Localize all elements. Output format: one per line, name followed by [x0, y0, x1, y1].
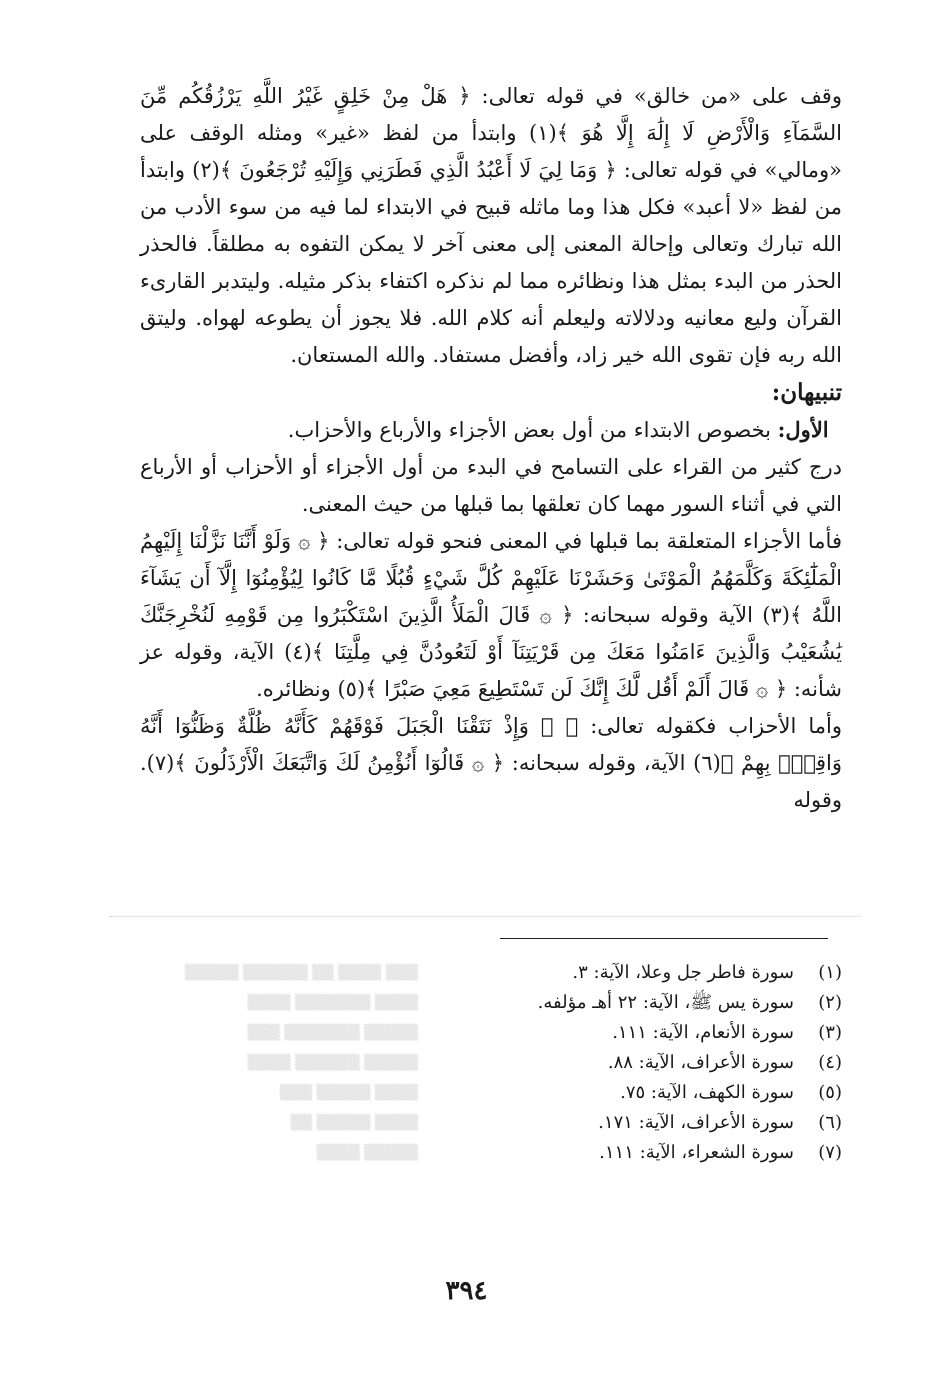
- footnotes: [440, 958, 842, 1168]
- footnote-text: سورة يس ﷺ، الآية: ٢٢ أهـ مؤلفه.: [537, 992, 794, 1013]
- footnote-number: (٧): [818, 1142, 842, 1163]
- bleed-through-text: ▒▒▒ ▒▒▒▒ ▒▒ ▒▒▒▒▒▒ ▒▒▒▒▒ ▒▒▒▒ ▒▒▒▒▒▒▒ ▒▒▒▒ ▒▒▒▒▒ ▒▒▒▒▒▒▒ ▒▒▒ ▒▒▒▒▒ ▒▒▒▒▒▒ ▒▒▒▒ ▒▒▒▒ ▒▒▒▒▒ ▒▒▒ ▒▒▒▒ ▒▒▒▒▒ ▒▒ ▒▒▒▒▒ ▒▒▒▒: [184, 965, 418, 1161]
- footnote-item: [440, 1108, 842, 1138]
- footnote-number: (٥): [818, 1082, 842, 1103]
- paragraph-2-lead: الأول:: [777, 417, 829, 442]
- footnote-text: سورة الشعراء، الآية: ١١١.: [599, 1142, 794, 1163]
- footnote-item: [440, 958, 842, 988]
- footnote-number: (٣): [818, 1022, 842, 1043]
- footnote-item: [440, 1138, 842, 1168]
- page-number: ٣٩٤: [445, 1276, 488, 1306]
- footnote-item: [440, 988, 842, 1018]
- paragraph-4: فأما الأجزاء المتعلقة بما قبلها في المعنى فنحو قوله تعالى: ﴿ ۞ وَلَوْ أَنَّنَا نَزَّلْنَا إِلَيْهِمُ الْمَلَٰٓئِكَةَ وَكَلَّمَهُمُ الْمَوْتَىٰ وَحَشَرْنَا عَلَيْهِمْ كُلَّ شَيْءٍ قُبُلًا مَّا كَانُوا لِيُؤْمِنُوٓا إِلَّآ أَن يَشَآءَ اللَّهُ ﴾(٣) الآية وقوله سبحانه: ﴿ ۞ قَالَ الْمَلَأُ الَّذِينَ اسْتَكْبَرُوا مِن قَوْمِهِ لَنُخْرِجَنَّكَ يَٰشُعَيْبُ وَالَّذِينَ ءَامَنُوا مَعَكَ مِن قَرْيَتِنَآ أَوْ لَتَعُودُنَّ فِي مِلَّتِنَا ﴾(٤) الآية، وقوله عز شأنه: ﴿ ۞ قَالَ أَلَمْ أَقُل لَّكَ إِنَّكَ لَن تَسْتَطِيعَ مَعِيَ صَبْرًا ﴾(٥) ونظائره.: [140, 529, 843, 701]
- bleed-through-rule: [110, 916, 860, 917]
- footnote-number: (١): [818, 962, 842, 983]
- paragraph-2: [140, 411, 842, 449]
- paragraph-1: وقف على «من خالق» في قوله تعالى: ﴿ هَلْ مِنْ خَلِقٍ غَيْرُ اللَّهِ يَرْزُقُكُم مِّنَ السَّمَآءِ وَالْأَرْضِ لَا إِلَٰهَ إِلَّا هُوَ ﴾(١) وابتدأ من لفظ «غير» ومثله الوقف على «ومالي» في قوله تعالى: ﴿ وَمَا لِيَ لَا أَعْبُدُ الَّذِي فَطَرَنِي وَإِلَيْهِ تُرْجَعُونَ ﴾(٢) وابتدأ من لفظ «لا أعبد» فكل هذا وما ماثله قبيح في الابتداء لما فيه من سوء الأدب من الله تبارك وتعالى وإحالة المعنى إلى معنى آخر لا يمكن التفوه به مطلقاً. فالحذر الحذر من البدء بمثل هذا ونظائره مما لم نذكره اكتفاء بذكر مثيله. وليتدبر القارىء القرآن وليع معانيه ودلالاته وليعلم أنه كلام الله. فلا يجوز أن يطوعه لهواه. وليتق الله ربه فإن تقوى الله خير زاد، وأفضل مستفاد. والله المستعان.: [140, 84, 843, 367]
- footnote-item: [440, 1048, 842, 1078]
- paragraph-2-rest: بخصوص الابتداء من أول بعض الأجزاء والأرباع والأحزاب.: [287, 418, 778, 442]
- main-text: [140, 78, 842, 819]
- footnote-number: (٢): [818, 992, 842, 1013]
- footnote-divider: [500, 938, 828, 939]
- footnote-text: سورة الأنعام، الآية: ١١١.: [612, 1022, 794, 1043]
- footnote-item: [440, 1078, 842, 1108]
- footnote-text: سورة فاطر جل وعلا، الآية: ٣.: [572, 962, 794, 983]
- footnote-number: (٤): [818, 1052, 842, 1073]
- footnote-text: سورة الكهف، الآية: ٧٥.: [620, 1082, 794, 1103]
- paragraph-5: وأما الأحزاب فكقوله تعالى: ﴿ ۞ وَإِذْ نَتَقْنَا الْجَبَلَ فَوْقَهُمْ كَأَنَّهُ ظُلَّةٌ وَظَنُّوٓا أَنَّهُ وَاقِعٌۢ بِهِمْ ﴾(٦) الآية، وقوله سبحانه: ﴿ ۞ قَالُوٓا أَنُؤْمِنُ لَكَ وَاتَّبَعَكَ الْأَرْذَلُونَ ﴾(٧). وقوله: [140, 714, 842, 812]
- footnote-text: سورة الأعراف، الآية: ١٧١.: [598, 1112, 794, 1133]
- footnote-item: [440, 1018, 842, 1048]
- footnote-text: سورة الأعراف، الآية: ٨٨.: [607, 1052, 794, 1073]
- paragraph-3: درج كثير من القراء على التسامح في البدء من أول الأجزاء أو الأحزاب أو الأرباع التي في أثناء السور مهما كان تعلقها بما قبلها من حيث المعنى.: [140, 455, 842, 516]
- footnote-number: (٦): [818, 1112, 842, 1133]
- section-heading: تنبيهان:: [771, 379, 842, 406]
